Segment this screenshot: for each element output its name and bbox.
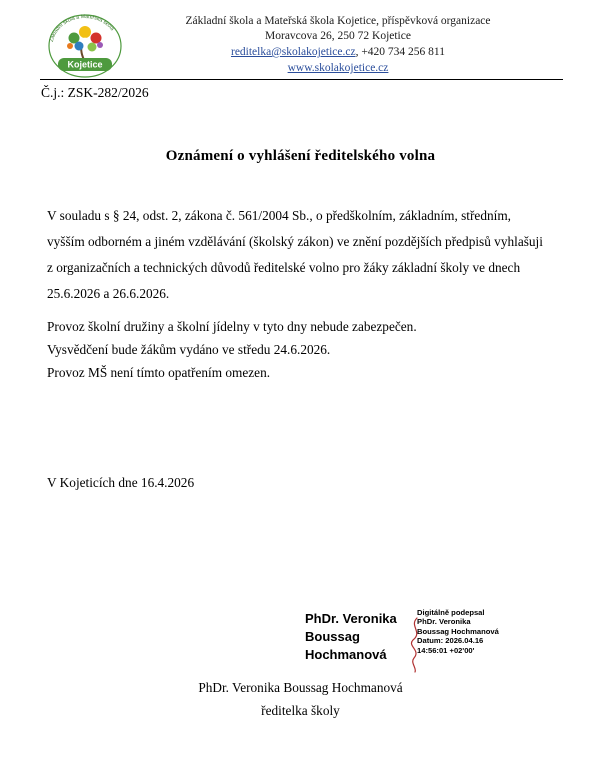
school-website-line [128, 61, 548, 76]
header-divider [40, 79, 563, 80]
reference-number: Č.j.: ZSK-282/2026 [41, 85, 149, 100]
digital-signature-stamp [305, 608, 535, 670]
notes-block [47, 315, 546, 384]
email-link[interactable]: reditelka@skolakojetice.cz [230, 46, 356, 58]
page-title: Oznámení o vyhlášení ředitelského volna [165, 148, 436, 164]
signatory-role: ředitelka školy [261, 703, 340, 718]
note-line-1: Provoz školní družiny a školní jídelny v tyto dny nebude zabezpečen. [47, 319, 417, 334]
note-line-2: Vysvědčení bude žákům vydáno ve středu 24.6.2026. [47, 342, 331, 357]
website-link[interactable]: www.skolakojetice.cz [287, 62, 389, 74]
signature-stamp-name-line2: Boussag [305, 629, 360, 644]
signature-meta-line4: Datum: 2026.04.16 [417, 636, 484, 646]
signatory-name: PhDr. Veronika Boussag Hochmanová [198, 680, 403, 695]
signature-meta-line3: Boussag Hochmanová [417, 626, 499, 636]
note-line-3: Provoz MŠ není tímto opatřením omezen. [47, 365, 271, 380]
signature-stamp-name [305, 610, 415, 664]
letterhead [0, 8, 601, 80]
signature-stamp-name-line1: PhDr. Veronika [305, 611, 397, 626]
signature-stamp-name-line3: Hochmanová [305, 647, 387, 662]
letterhead-text [128, 14, 548, 76]
school-contact-line [128, 45, 548, 60]
school-logo [44, 10, 126, 78]
place-and-date: V Kojeticích dne 16.4.2026 [47, 475, 195, 490]
signature-meta-line2: PhDr. Veronika [417, 617, 471, 627]
svg-text:Kojetice: Kojetice [67, 59, 103, 70]
signature-meta-line1: Digitálně podepsal [417, 608, 485, 617]
main-paragraph: V souladu s § 24, odst. 2, zákona č. 561/2004 Sb., o předškolním, základním, středním, vyšším odborném a jiném vzdělávání (školský zákon) ve znění pozdějších předpisů vyhlašuji z organizačních a technických důvodů ředitelské volno pro žáky základní školy ve dnech 25.6.2026 a 26.6.2026. [47, 208, 543, 301]
school-name-line: Základní škola a Mateřská škola Kojetice, příspěvková organizace [185, 15, 491, 27]
svg-text:Základní škola a Mateřská škol: Základní škola a Mateřská škola [48, 13, 116, 43]
signature-metadata [417, 608, 537, 655]
signature-meta-line5: 14:56:01 +02'00' [417, 645, 475, 655]
school-address-line: Moravcova 26, 250 72 Kojetice [265, 30, 411, 42]
phone-text: , +420 734 256 811 [355, 46, 445, 58]
